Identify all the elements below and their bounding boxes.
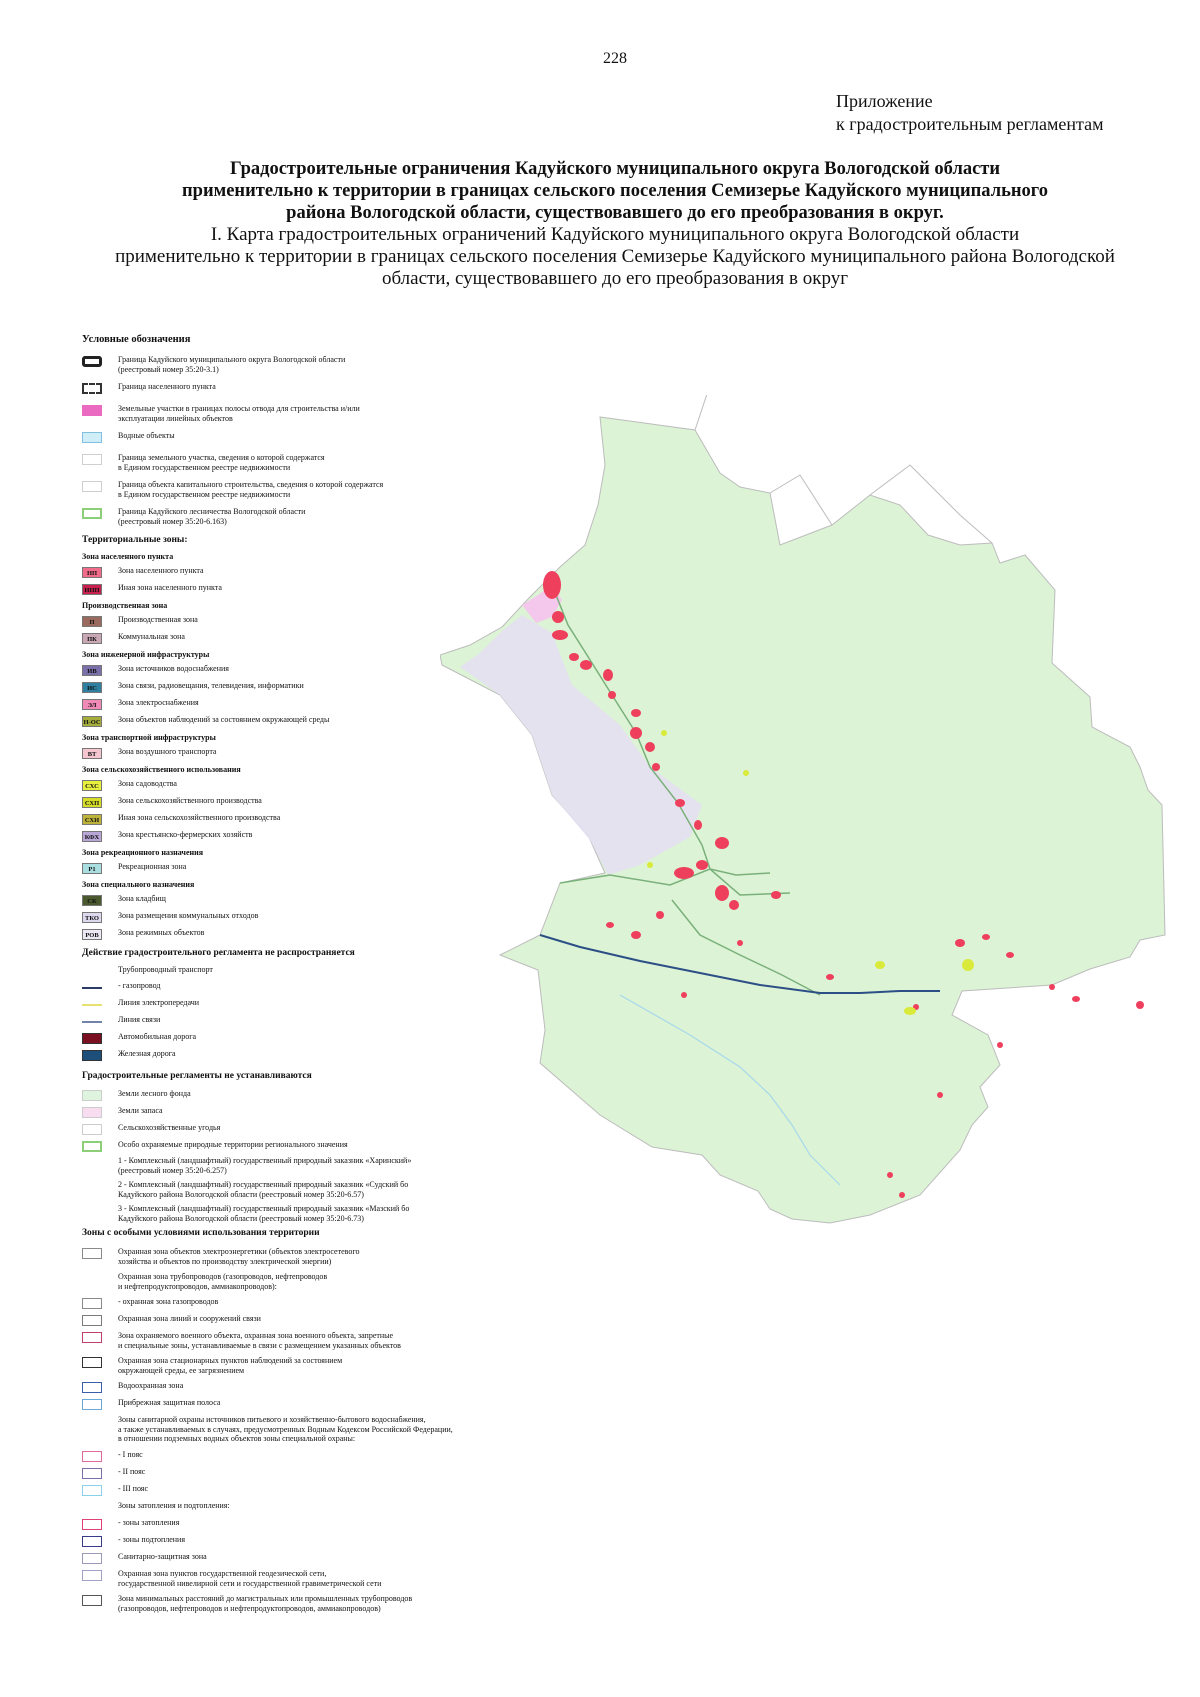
legend-title: Условные обозначения — [82, 334, 191, 345]
zone-group-header-6: Зона специального назначения — [82, 880, 195, 889]
special-zone-1-label-line2: и нефтепродуктопроводов, аммиакопроводов): — [118, 1281, 277, 1291]
zone-swatch-0-0: НП — [82, 567, 102, 578]
special-zone-17-label-line1: Зона минимальных расстояний до магистральных или промышленных трубопроводов — [118, 1594, 413, 1603]
land-swatch-0 — [82, 1090, 102, 1101]
reserve-2 — [118, 1180, 408, 1199]
legend-boundary-5-label — [118, 480, 383, 499]
settlement-spot-12 — [694, 820, 702, 830]
reserve-2-line1: 2 - Комплексный (ландшафтный) государственный природный заказник «Судский бо — [118, 1180, 409, 1189]
special-zone-12-label — [118, 1501, 230, 1511]
special-zone-6-label-line1: Водоохранная зона — [118, 1381, 184, 1390]
power-line-icon — [82, 1004, 102, 1006]
zone-group-header-3: Зона транспортной инфраструктуры — [82, 733, 216, 742]
special-zone-3 — [80, 1315, 540, 1329]
special-zone-icon-11 — [82, 1485, 102, 1496]
zone-6-2-label — [118, 928, 204, 938]
territory-outline — [440, 417, 1165, 1223]
special-zone-4-label-line2: и специальные зоны, устанавливаемые в связи с размещением указанных объектов — [118, 1340, 401, 1350]
gas-pipeline-icon — [82, 987, 102, 989]
zone-4-3-label — [118, 830, 252, 840]
water-objects-icon — [82, 432, 102, 443]
zone-swatch-2-3: Н-ОС — [82, 716, 102, 727]
legend-boundary-6-label — [118, 507, 305, 526]
document-title — [60, 158, 1170, 290]
settlement-spot-22 — [737, 940, 743, 946]
special-zone-16-label-line2: государственной нивелирной сети и государственной гравиметрической сети — [118, 1578, 382, 1588]
special-zone-13-label — [118, 1518, 179, 1528]
territorial-zones-title: Территориальные зоны: — [82, 535, 188, 545]
special-zone-icon-5 — [82, 1357, 102, 1368]
zone-4-0-label — [118, 779, 177, 789]
special-zone-2-label — [118, 1297, 218, 1307]
settlement-spot-21 — [656, 911, 664, 919]
special-zone-4-label-line1: Зона охраняемого военного объекта, охранная зона военного объекта, запретные — [118, 1331, 394, 1340]
special-zone-0-label-line1: Охранная зона объектов электроэнергетики (объектов электросетевого — [118, 1247, 360, 1256]
zone-swatch-2-2: ЭЛ — [82, 699, 102, 710]
special-zone-13-label-line1: - зоны затопления — [118, 1518, 180, 1527]
zone-group-header-4: Зона сельскохозяйственного использования — [82, 765, 241, 774]
special-zone-17 — [80, 1594, 540, 1613]
special-zone-10-label-line1: - II пояс — [118, 1467, 146, 1476]
reserve-1-line1: 1 - Комплексный (ландшафтный) государственный природный заказник «Харинский» — [118, 1156, 412, 1165]
settlement-spot-1 — [552, 611, 564, 623]
special-zone-icon-7 — [82, 1399, 102, 1410]
zone-4-2-label — [118, 813, 280, 823]
special-zone-15-label — [118, 1552, 207, 1562]
not-applicable-2-label — [118, 1015, 160, 1025]
zone-swatch-5-0: Р1 — [82, 863, 102, 874]
special-zone-15-label-line1: Санитарно-защитная зона — [118, 1552, 207, 1561]
zone-4-1-label-line1: Зона сельскохозяйственного производства — [118, 796, 262, 805]
zone-swatch-4-2: СХИ — [82, 814, 102, 825]
zone-0-0-label-line1: Зона населенного пункта — [118, 566, 204, 575]
special-zone-4 — [80, 1331, 540, 1350]
zone-1-1-label — [118, 632, 185, 642]
zone-group-header-0: Зона населенного пункта — [82, 552, 174, 561]
special-zone-3-label-line1: Охранная зона линий и сооружений связи — [118, 1314, 261, 1323]
protected-areas-label — [118, 1140, 348, 1150]
pipeline-header: Трубопроводный транспорт — [118, 965, 213, 974]
zone-swatch-1-0: П — [82, 616, 102, 627]
title-bold-line-3: района Вологодской области, существовавшего до его преобразования в округ. — [286, 203, 944, 223]
zone-2-1-label — [118, 681, 304, 691]
special-zone-1 — [80, 1272, 540, 1291]
appendix-line-2: к градостроительным регламентам — [836, 114, 1104, 134]
title-sub-line-2: применительно к территории в границах сельского поселения Семизерье Кадуйского муниципального района Вологодской — [115, 246, 1115, 267]
settlement-spot-9 — [645, 742, 655, 752]
settlement-spot-5 — [603, 669, 613, 681]
zone-2-3-label-line1: Зона объектов наблюдений за состоянием окружающей среды — [118, 715, 330, 724]
zone-6-1-label-line1: Зона размещения коммунальных отходов — [118, 911, 259, 920]
zone-swatch-1-1: ПК — [82, 633, 102, 644]
special-zone-5 — [80, 1356, 540, 1375]
special-zone-6 — [80, 1382, 540, 1396]
special-zone-16-label — [118, 1569, 381, 1588]
not-applicable-2-label-line1: Линия связи — [118, 1015, 161, 1024]
zone-2-1-label-line1: Зона связи, радиовещания, телевидения, информатики — [118, 681, 304, 690]
legend-boundary-3-label-line1: Водные объекты — [118, 431, 175, 440]
legend-boundary-0-label — [118, 355, 345, 374]
not-applicable-0-label — [118, 981, 160, 991]
title-sub-line-1: I. Карта градостроительных ограничений Кадуйского муниципального округа Вологодской области — [210, 224, 1020, 245]
not-established-0-label-line1: Земли лесного фонда — [118, 1089, 191, 1098]
legend-boundary-4-label-line1: Граница земельного участка, сведения о которой содержатся — [118, 453, 325, 462]
zone-4-1-label — [118, 796, 262, 806]
reserve-3 — [118, 1204, 409, 1223]
zone-2-0-label — [118, 664, 229, 674]
special-zone-icon-12 — [82, 1502, 102, 1513]
internal-boundary-line-2 — [695, 395, 710, 430]
legend-boundary-2-label-line2: эксплуатации линейных объектов — [118, 413, 233, 423]
not-applicable-4-label-line1: Железная дорога — [118, 1049, 176, 1058]
settlement-spot-31 — [1049, 984, 1055, 990]
special-zone-5-label — [118, 1356, 342, 1375]
not-established-0-label — [118, 1089, 191, 1099]
settlement-spot-29 — [1136, 1001, 1144, 1009]
zone-group-header-2: Зона инженерной инфраструктуры — [82, 650, 210, 659]
special-zone-0 — [80, 1247, 540, 1266]
special-zone-17-label — [118, 1594, 412, 1613]
settlement-spot-8 — [630, 727, 642, 739]
reserve-1 — [118, 1156, 411, 1175]
not-applicable-1-label-line1: Линия электропередачи — [118, 998, 200, 1007]
special-conditions-title: Зоны с особыми условиями использования территории — [82, 1228, 320, 1238]
settlement-spot-14 — [674, 867, 694, 879]
zone-4-0-label-line1: Зона садоводства — [118, 779, 177, 788]
railway-icon — [82, 1050, 102, 1061]
special-zone-5-label-line2: окружающей среды, ее загрязнением — [118, 1365, 245, 1375]
special-zone-0-label-line2: хозяйства и объектов по производству электрической энергии) — [118, 1256, 332, 1266]
zone-swatch-4-3: КФХ — [82, 831, 102, 842]
agriculture-spot-1 — [904, 1007, 916, 1015]
special-zone-icon-1 — [82, 1273, 102, 1284]
municipal-boundary-icon — [82, 356, 102, 367]
special-zone-icon-14 — [82, 1536, 102, 1547]
legend-boundary-3-label — [118, 431, 175, 441]
zone-1-0-label — [118, 615, 198, 625]
protected-area-icon — [82, 1141, 102, 1152]
settlement-spot-18 — [771, 891, 781, 899]
settlement-spot-10 — [652, 763, 660, 771]
special-zone-icon-15 — [82, 1553, 102, 1564]
zone-swatch-2-0: ИВ — [82, 665, 102, 676]
zone-swatch-6-1: ТКО — [82, 912, 102, 923]
special-zone-11 — [80, 1485, 540, 1499]
building-boundary-icon — [82, 481, 102, 492]
legend-boundary-2-label-line1: Земельные участки в границах полосы отвода для строительства и/или — [118, 404, 360, 413]
zone-0-1-label — [118, 583, 222, 593]
not-established-title: Градостроительные регламенты не устанавливаются — [82, 1071, 312, 1081]
reserve-3-line1: 3 - Комплексный (ландшафтный) государственный природный заказник «Мазский бо — [118, 1204, 410, 1213]
zone-swatch-3-0: ВТ — [82, 748, 102, 759]
zone-6-2-label-line1: Зона режимных объектов — [118, 928, 205, 937]
special-zone-8-label-line1: Зоны санитарной охраны источников питьевого и хозяйственно-бытового водоснабжения, — [118, 1415, 426, 1424]
special-zone-7-label — [118, 1398, 220, 1408]
settlement-spot-6 — [608, 691, 616, 699]
reserve-2-line2: Кадуйского района Вологодской области (реестровый номер 35:20-6.57) — [118, 1189, 364, 1199]
settlement-spot-3 — [569, 653, 579, 661]
zone-2-2-label — [118, 698, 199, 708]
reserve-3-line2: Кадуйского района Вологодской области (реестровый номер 35:20-6.73) — [118, 1213, 364, 1223]
special-zone-icon-10 — [82, 1468, 102, 1479]
title-bold-line-2: применительно к территории в границах сельского поселения Семизерье Кадуйского муниципального — [182, 181, 1048, 201]
page-number: 228 — [603, 50, 627, 67]
special-zone-12 — [80, 1502, 540, 1516]
zone-swatch-6-0: СК — [82, 895, 102, 906]
protected-areas-label-line1: Особо охраняемые природные территории регионального значения — [118, 1140, 348, 1149]
settlement-spot-32 — [997, 1042, 1003, 1048]
agriculture-spot-5 — [743, 770, 749, 776]
special-zone-1-label — [118, 1272, 327, 1291]
special-zone-0-label — [118, 1247, 359, 1266]
settlement-spot-34 — [887, 1172, 893, 1178]
special-zone-4-label — [118, 1331, 401, 1350]
not-applicable-4-label — [118, 1049, 176, 1059]
settlement-spot-33 — [937, 1092, 943, 1098]
special-zone-icon-8 — [82, 1416, 102, 1427]
land-swatch-1 — [82, 1107, 102, 1118]
special-zone-8-label-line3: в отношении подземных водных объектов зоны специальной охраны: — [118, 1434, 356, 1443]
agriculture-spot-3 — [661, 730, 667, 736]
comm-line-icon — [82, 1021, 102, 1023]
special-zone-icon-0 — [82, 1248, 102, 1259]
legend-boundary-0-label-line2: (реестровый номер 35:20-3.1) — [118, 364, 219, 374]
special-zone-icon-17 — [82, 1595, 102, 1606]
land-plot-boundary-icon — [82, 454, 102, 465]
special-zone-12-label-line1: Зоны затопления и подтопления: — [118, 1501, 230, 1510]
zone-group-header-5: Зона рекреационного назначения — [82, 848, 204, 857]
special-zone-1-label-line1: Охранная зона трубопроводов (газопроводов, нефтепроводов — [118, 1272, 328, 1281]
settlement-spot-0 — [543, 571, 561, 599]
settlement-spot-4 — [580, 660, 592, 670]
zone-2-0-label-line1: Зона источников водоснабжения — [118, 664, 229, 673]
special-zone-8-label — [118, 1415, 453, 1444]
zone-6-1-label — [118, 911, 258, 921]
legend-boundary-5-label-line2: в Едином государственном реестре недвижимости — [118, 489, 291, 499]
zone-5-0-label — [118, 862, 186, 872]
special-zone-8-label-line2: а также устанавливаемых в случаях, предусмотренных Водным Кодексом Российской Федерации, — [118, 1424, 453, 1434]
not-applicable-title: Действие градостроительного регламента не распространяется — [82, 948, 355, 958]
legend-boundary-0 — [80, 355, 540, 374]
appendix-line-1: Приложение — [836, 91, 933, 111]
special-zone-5-label-line1: Охранная зона стационарных пунктов наблюдений за состоянием — [118, 1356, 343, 1365]
special-zone-7-label-line1: Прибрежная защитная полоса — [118, 1398, 221, 1407]
special-zone-icon-6 — [82, 1382, 102, 1393]
title-sub-line-3: области, существовавшего до его преобразования в округ — [381, 268, 849, 289]
zone-4-2-label-line1: Иная зона сельскохозяйственного производства — [118, 813, 281, 822]
zone-swatch-4-1: СХП — [82, 797, 102, 808]
settlement-spot-17 — [729, 900, 739, 910]
agriculture-spot-0 — [875, 961, 885, 969]
special-zone-16 — [80, 1569, 540, 1588]
special-zone-2 — [80, 1298, 540, 1312]
special-zone-8 — [80, 1415, 540, 1443]
title-bold-line-1: Градостроительные ограничения Кадуйского муниципального округа Вологодской области — [229, 159, 1001, 179]
zone-swatch-2-1: ИС — [82, 682, 102, 693]
agriculture-spot-4 — [647, 862, 653, 868]
settlement-spot-27 — [1006, 952, 1014, 958]
internal-boundary-line — [770, 475, 832, 525]
settlement-spot-2 — [552, 630, 568, 640]
special-zone-9 — [80, 1451, 540, 1465]
special-zone-10-label — [118, 1467, 145, 1477]
settlement-spot-24 — [826, 974, 834, 980]
agriculture-spot-2 — [962, 959, 974, 971]
legend-boundary-0-label-line1: Граница Кадуйского муниципального округа Вологодской области — [118, 355, 346, 364]
zone-0-0-label — [118, 566, 204, 576]
special-zone-icon-16 — [82, 1570, 102, 1581]
special-zone-16-label-line1: Охранная зона пунктов государственной геодезической сети, — [118, 1569, 327, 1578]
zone-3-0-label — [118, 747, 216, 757]
legend-boundary-1-label — [118, 382, 216, 392]
road-icon — [82, 1033, 102, 1044]
settlement-spot-26 — [982, 934, 990, 940]
settlement-spot-13 — [715, 837, 729, 849]
not-applicable-1-label — [118, 998, 199, 1008]
zone-2-3-label — [118, 715, 329, 725]
settlement-spot-16 — [715, 885, 729, 901]
zone-6-0-label-line1: Зона кладбищ — [118, 894, 166, 903]
settlement-spot-28 — [1072, 996, 1080, 1002]
not-established-2-label — [118, 1123, 220, 1133]
special-zone-14-label-line1: - зоны подтопления — [118, 1535, 186, 1544]
map-canvas[interactable] — [440, 395, 1170, 1225]
settlement-spot-23 — [681, 992, 687, 998]
not-established-2-label-line1: Сельскохозяйственные угодья — [118, 1123, 221, 1132]
zone-1-1-label-line1: Коммунальная зона — [118, 632, 185, 641]
special-zone-9-label-line1: - I пояс — [118, 1450, 143, 1459]
special-zone-11-label — [118, 1484, 148, 1494]
appendix-note — [836, 90, 1104, 136]
special-zone-13 — [80, 1519, 540, 1533]
special-zone-17-label-line2: (газопроводов, нефтепроводов и нефтепродуктопроводов, аммиакопроводов) — [118, 1603, 381, 1613]
special-zone-icon-2 — [82, 1298, 102, 1309]
legend-boundary-4-label — [118, 453, 325, 472]
not-established-1-label — [118, 1106, 163, 1116]
settlement-spot-11 — [675, 799, 685, 807]
not-established-1-label-line1: Земли запаса — [118, 1106, 163, 1115]
settlement-spot-19 — [631, 931, 641, 939]
zone-1-0-label-line1: Производственная зона — [118, 615, 198, 624]
not-applicable-3-label — [118, 1032, 196, 1042]
special-zone-icon-9 — [82, 1451, 102, 1462]
settlement-spot-25 — [955, 939, 965, 947]
special-zone-15 — [80, 1553, 540, 1567]
special-zone-3-label — [118, 1314, 261, 1324]
legend-boundary-4-label-line2: в Едином государственном реестре недвижимости — [118, 462, 291, 472]
special-zone-6-label — [118, 1381, 183, 1391]
zone-swatch-4-0: СХС — [82, 780, 102, 791]
zone-0-1-label-line1: Иная зона населенного пункта — [118, 583, 222, 592]
special-zone-9-label — [118, 1450, 143, 1460]
settlement-spot-20 — [606, 922, 614, 928]
special-zone-icon-3 — [82, 1315, 102, 1326]
legend-boundary-1-label-line1: Граница населенного пункта — [118, 382, 216, 391]
special-zone-7 — [80, 1399, 540, 1413]
legend-boundary-6-label-line1: Граница Кадуйского лесничества Вологодской области — [118, 507, 306, 516]
special-zone-2-label-line1: - охранная зона газопроводов — [118, 1297, 219, 1306]
special-zone-11-label-line1: - III пояс — [118, 1484, 149, 1493]
legend-boundary-2-label — [118, 404, 360, 423]
zone-3-0-label-line1: Зона воздушного транспорта — [118, 747, 217, 756]
land-swatch-2 — [82, 1124, 102, 1135]
not-applicable-0-label-line1: - газопровод — [118, 981, 161, 990]
special-zone-icon-4 — [82, 1332, 102, 1343]
legend-boundary-5-label-line1: Граница объекта капитального строительства, сведения о которой содержатся — [118, 480, 384, 489]
right-of-way-icon — [82, 405, 102, 416]
zone-5-0-label-line1: Рекреационная зона — [118, 862, 187, 871]
zone-swatch-6-2: РОВ — [82, 929, 102, 940]
special-zone-14 — [80, 1536, 540, 1550]
zone-group-header-1: Производственная зона — [82, 601, 168, 610]
settlement-spot-7 — [631, 709, 641, 717]
legend-boundary-6-label-line2: (реестровый номер 35:20-6.163) — [118, 516, 227, 526]
forestry-boundary-icon — [82, 508, 102, 519]
zone-swatch-0-1: ИНП — [82, 584, 102, 595]
reserve-1-line2: (реестровый номер 35:20-6.257) — [118, 1165, 227, 1175]
not-applicable-3-label-line1: Автомобильная дорога — [118, 1032, 197, 1041]
settlement-spot-35 — [899, 1192, 905, 1198]
special-zone-icon-13 — [82, 1519, 102, 1530]
settlement-spot-15 — [696, 860, 708, 870]
special-zone-14-label — [118, 1535, 185, 1545]
zone-6-0-label — [118, 894, 166, 904]
settlement-boundary-icon — [82, 383, 102, 394]
special-zone-10 — [80, 1468, 540, 1482]
zone-4-3-label-line1: Зона крестьянско-фермерских хозяйств — [118, 830, 253, 839]
zone-2-2-label-line1: Зона электроснабжения — [118, 698, 199, 707]
